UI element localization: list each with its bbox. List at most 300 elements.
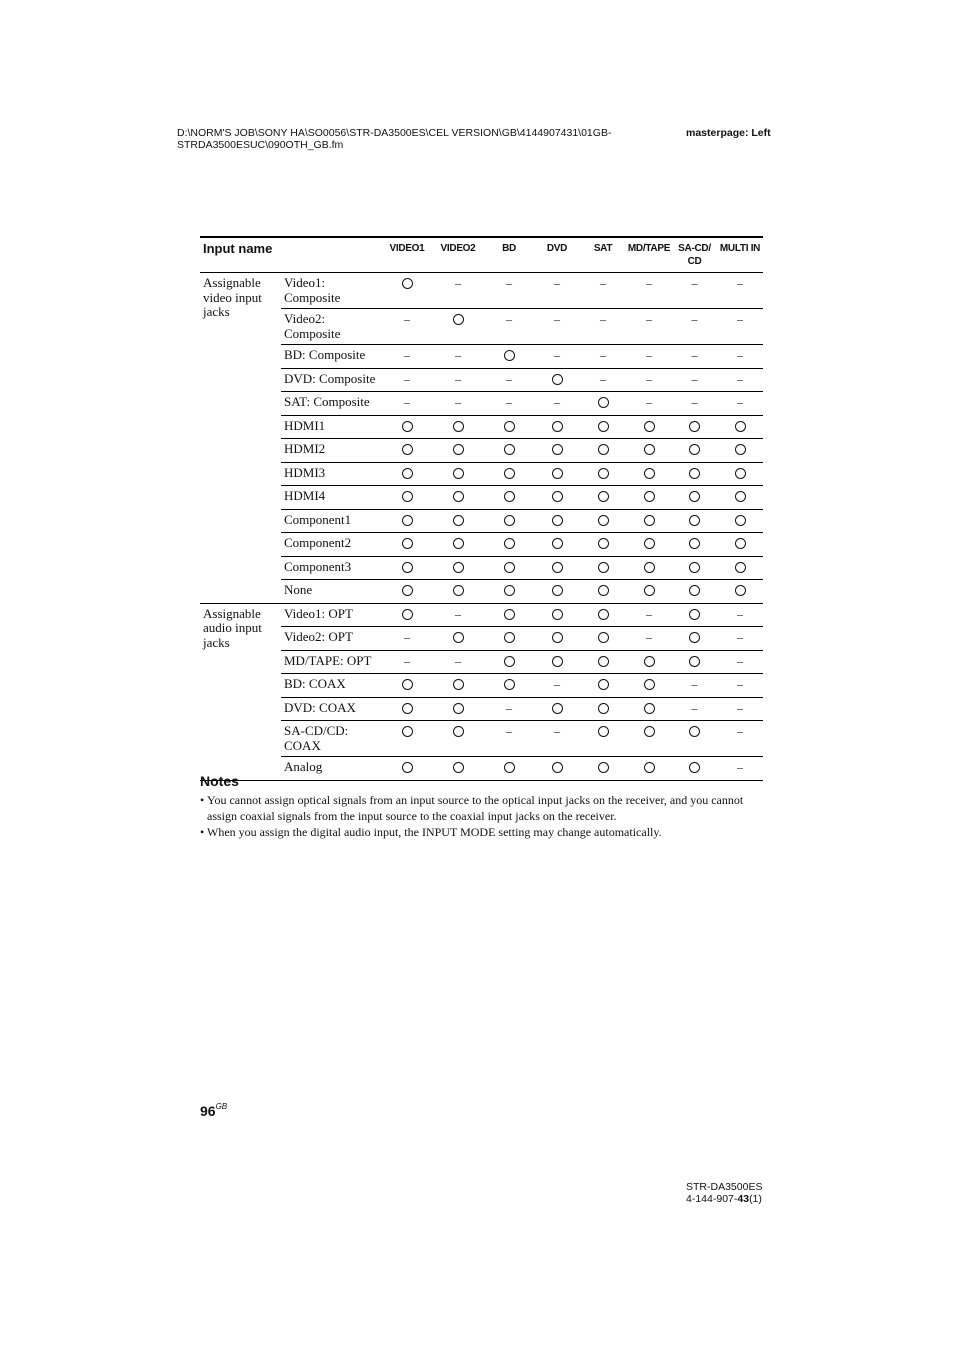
file-path-header <box>177 127 657 151</box>
cell-multi-in <box>717 627 763 651</box>
input-name-cell: DVD: COAX <box>281 697 382 721</box>
cell-sat <box>580 674 626 698</box>
circle-icon <box>552 762 563 773</box>
cell-video2 <box>432 462 484 486</box>
cell-sa-cd <box>672 368 717 392</box>
circle-icon <box>402 609 413 620</box>
dash-icon: – <box>691 700 698 715</box>
cell-bd <box>484 509 534 533</box>
dash-icon: – <box>691 395 698 409</box>
circle-icon <box>402 468 413 479</box>
cell-dvd <box>534 697 580 721</box>
circle-icon <box>552 562 563 573</box>
cell-multi-in <box>717 415 763 439</box>
note-item <box>200 792 770 824</box>
cell-video1 <box>382 603 432 627</box>
table-row <box>200 697 763 721</box>
input-name-cell: Component3 <box>281 556 382 580</box>
dash-icon: – <box>455 606 461 621</box>
cell-sat <box>580 627 626 651</box>
cell-dvd <box>534 368 580 392</box>
dash-icon: – <box>600 312 606 326</box>
cell-sa-cd <box>672 309 717 345</box>
circle-icon <box>504 762 515 773</box>
table-row <box>200 462 763 486</box>
circle-icon <box>402 278 413 289</box>
cell-bd <box>484 309 534 345</box>
cell-video1 <box>382 509 432 533</box>
table-row <box>200 273 763 309</box>
cell-sat <box>580 273 626 309</box>
cell-bd <box>484 721 534 757</box>
cell-video1 <box>382 580 432 604</box>
cell-bd <box>484 439 534 463</box>
dash-icon: – <box>737 395 743 409</box>
cell-video1 <box>382 533 432 557</box>
input-name-cell: MD/TAPE: OPT <box>281 650 382 674</box>
table-row <box>200 509 763 533</box>
circle-icon <box>402 562 413 573</box>
circle-icon <box>644 468 655 479</box>
circle-icon <box>552 538 563 549</box>
circle-icon <box>504 656 515 667</box>
dash-icon: – <box>554 724 560 738</box>
cell-video2 <box>432 392 484 416</box>
circle-icon <box>689 421 700 432</box>
dash-icon: – <box>404 371 410 386</box>
cell-sa-cd <box>672 721 717 757</box>
circle-icon <box>504 632 515 643</box>
circle-icon <box>453 515 464 526</box>
page-number-suffix: GB <box>215 1102 228 1111</box>
table-row <box>200 392 763 416</box>
dash-icon: – <box>554 348 560 362</box>
cell-md-tape <box>626 486 672 510</box>
masterpage-label: masterpage: Left <box>686 127 771 139</box>
group-label: Assignable video input jacks <box>200 273 281 604</box>
input-name-cell: HDMI3 <box>281 462 382 486</box>
dash-icon: – <box>404 312 410 326</box>
cell-multi-in <box>717 462 763 486</box>
cell-multi-in <box>717 392 763 416</box>
circle-icon <box>689 538 700 549</box>
table-row <box>200 368 763 392</box>
circle-icon <box>453 585 464 596</box>
circle-icon <box>453 468 464 479</box>
cell-video1 <box>382 273 432 309</box>
cell-md-tape <box>626 627 672 651</box>
cell-multi-in <box>717 368 763 392</box>
cell-dvd <box>534 556 580 580</box>
footer-code-prefix: 4-144-907- <box>686 1193 738 1205</box>
cell-sat <box>580 580 626 604</box>
cell-sa-cd <box>672 580 717 604</box>
circle-icon <box>504 515 515 526</box>
cell-dvd <box>534 674 580 698</box>
cell-md-tape <box>626 345 672 369</box>
footer-model-info <box>686 1181 762 1205</box>
cell-video2 <box>432 309 484 345</box>
bullet-icon: • <box>200 793 205 807</box>
cell-video2 <box>432 533 484 557</box>
cell-bd <box>484 368 534 392</box>
dash-icon: – <box>691 312 698 326</box>
footer-model: STR-DA3500ES <box>686 1181 763 1193</box>
circle-icon <box>735 538 746 549</box>
header-sa-cd: SA-CD/ CD <box>672 237 717 273</box>
cell-sat <box>580 368 626 392</box>
dash-icon: – <box>691 276 698 290</box>
circle-icon <box>552 585 563 596</box>
cell-video1 <box>382 415 432 439</box>
table-row <box>200 309 763 345</box>
circle-icon <box>598 656 609 667</box>
cell-md-tape <box>626 697 672 721</box>
input-name-cell: HDMI4 <box>281 486 382 510</box>
notes-heading: Notes <box>200 773 239 789</box>
input-name-cell: BD: COAX <box>281 674 382 698</box>
circle-icon <box>644 562 655 573</box>
circle-icon <box>598 491 609 502</box>
cell-dvd <box>534 509 580 533</box>
circle-icon <box>552 468 563 479</box>
header-sat: SAT <box>580 237 626 273</box>
circle-icon <box>402 762 413 773</box>
dash-icon: – <box>737 760 743 774</box>
cell-bd <box>484 757 534 781</box>
cell-sa-cd <box>672 392 717 416</box>
cell-video1 <box>382 486 432 510</box>
cell-multi-in <box>717 580 763 604</box>
circle-icon <box>504 679 515 690</box>
cell-md-tape <box>626 580 672 604</box>
circle-icon <box>598 762 609 773</box>
cell-multi-in <box>717 721 763 757</box>
dash-icon: – <box>646 630 652 644</box>
circle-icon <box>453 726 464 737</box>
cell-video2 <box>432 486 484 510</box>
circle-icon <box>453 491 464 502</box>
cell-sat <box>580 533 626 557</box>
dash-icon: – <box>646 395 652 409</box>
circle-icon <box>402 726 413 737</box>
circle-icon <box>453 632 464 643</box>
circle-icon <box>402 515 413 526</box>
table-row <box>200 415 763 439</box>
input-name-cell: Component1 <box>281 509 382 533</box>
cell-sa-cd <box>672 439 717 463</box>
cell-multi-in <box>717 603 763 627</box>
circle-icon <box>402 538 413 549</box>
cell-md-tape <box>626 603 672 627</box>
cell-dvd <box>534 439 580 463</box>
cell-sa-cd <box>672 533 717 557</box>
cell-dvd <box>534 462 580 486</box>
table-row <box>200 486 763 510</box>
cell-md-tape <box>626 533 672 557</box>
cell-video1 <box>382 462 432 486</box>
table-row <box>200 533 763 557</box>
cell-bd <box>484 415 534 439</box>
circle-icon <box>552 421 563 432</box>
dash-icon: – <box>600 371 606 386</box>
cell-bd <box>484 627 534 651</box>
cell-sat <box>580 439 626 463</box>
dash-icon: – <box>404 653 410 668</box>
circle-icon <box>402 679 413 690</box>
table-row <box>200 674 763 698</box>
cell-dvd <box>534 650 580 674</box>
circle-icon <box>453 679 464 690</box>
circle-icon <box>735 585 746 596</box>
circle-icon <box>689 726 700 737</box>
cell-md-tape <box>626 721 672 757</box>
circle-icon <box>735 444 746 455</box>
circle-icon <box>735 491 746 502</box>
cell-bd <box>484 697 534 721</box>
notes-list <box>200 792 770 840</box>
input-name-cell: Video1: Composite <box>281 273 382 309</box>
cell-sa-cd <box>672 556 717 580</box>
circle-icon <box>644 585 655 596</box>
circle-icon <box>735 562 746 573</box>
cell-sa-cd <box>672 486 717 510</box>
cell-video2 <box>432 721 484 757</box>
cell-video1 <box>382 345 432 369</box>
cell-bd <box>484 462 534 486</box>
dash-icon: – <box>600 348 606 362</box>
circle-icon <box>689 762 700 773</box>
bullet-icon: • <box>200 825 205 839</box>
circle-icon <box>504 538 515 549</box>
circle-icon <box>598 397 609 408</box>
dash-icon: – <box>506 371 512 386</box>
cell-bd <box>484 556 534 580</box>
circle-icon <box>689 562 700 573</box>
table-row <box>200 757 763 781</box>
circle-icon <box>598 726 609 737</box>
table-row <box>200 603 763 627</box>
header-video1: VIDEO1 <box>382 237 432 273</box>
circle-icon <box>598 585 609 596</box>
cell-multi-in <box>717 533 763 557</box>
cell-sat <box>580 721 626 757</box>
dash-icon: – <box>646 606 652 621</box>
cell-multi-in <box>717 486 763 510</box>
input-name-cell: DVD: Composite <box>281 368 382 392</box>
cell-dvd <box>534 757 580 781</box>
cell-video1 <box>382 721 432 757</box>
table-row <box>200 721 763 757</box>
cell-dvd <box>534 580 580 604</box>
circle-icon <box>689 468 700 479</box>
cell-sa-cd <box>672 462 717 486</box>
circle-icon <box>402 585 413 596</box>
header-dvd: DVD <box>534 237 580 273</box>
circle-icon <box>552 656 563 667</box>
cell-multi-in <box>717 674 763 698</box>
cell-video2 <box>432 627 484 651</box>
cell-bd <box>484 533 534 557</box>
dash-icon: – <box>737 371 743 386</box>
circle-icon <box>504 421 515 432</box>
cell-video2 <box>432 674 484 698</box>
table-row <box>200 580 763 604</box>
cell-md-tape <box>626 273 672 309</box>
dash-icon: – <box>691 677 698 691</box>
cell-video2 <box>432 509 484 533</box>
cell-video1 <box>382 368 432 392</box>
cell-md-tape <box>626 309 672 345</box>
circle-icon <box>735 515 746 526</box>
cell-sat <box>580 462 626 486</box>
dash-icon: – <box>737 653 743 668</box>
cell-dvd <box>534 603 580 627</box>
table-header-row <box>200 237 763 273</box>
dash-icon: – <box>646 348 652 362</box>
circle-icon <box>598 444 609 455</box>
cell-sat <box>580 757 626 781</box>
circle-icon <box>735 468 746 479</box>
dash-icon: – <box>646 312 652 326</box>
circle-icon <box>504 609 515 620</box>
circle-icon <box>644 515 655 526</box>
cell-dvd <box>534 486 580 510</box>
cell-bd <box>484 486 534 510</box>
cell-dvd <box>534 627 580 651</box>
cell-sa-cd <box>672 345 717 369</box>
circle-icon <box>552 703 563 714</box>
circle-icon <box>552 609 563 620</box>
dash-icon: – <box>554 677 560 691</box>
circle-icon <box>504 468 515 479</box>
input-assignment-table <box>200 236 763 781</box>
cell-video2 <box>432 415 484 439</box>
circle-icon <box>504 444 515 455</box>
file-path-line-1: D:\NORM'S JOB\SONY HA\SO0056\STR-DA3500ES\CEL VERSION\GB\4144907431\01GB- <box>177 127 612 139</box>
circle-icon <box>598 515 609 526</box>
circle-icon <box>504 491 515 502</box>
circle-icon <box>598 468 609 479</box>
cell-multi-in <box>717 757 763 781</box>
circle-icon <box>504 585 515 596</box>
circle-icon <box>598 632 609 643</box>
circle-icon <box>689 585 700 596</box>
dash-icon: – <box>737 677 743 691</box>
dash-icon: – <box>554 276 560 290</box>
cell-md-tape <box>626 415 672 439</box>
circle-icon <box>644 421 655 432</box>
circle-icon <box>689 491 700 502</box>
circle-icon <box>552 374 563 385</box>
cell-video1 <box>382 650 432 674</box>
cell-video2 <box>432 345 484 369</box>
circle-icon <box>735 421 746 432</box>
cell-bd <box>484 273 534 309</box>
dash-icon: – <box>455 653 461 668</box>
cell-sa-cd <box>672 509 717 533</box>
cell-sa-cd <box>672 757 717 781</box>
cell-dvd <box>534 392 580 416</box>
header-multi-in: MULTI IN <box>717 237 763 273</box>
circle-icon <box>453 314 464 325</box>
circle-icon <box>453 444 464 455</box>
cell-video1 <box>382 439 432 463</box>
cell-multi-in <box>717 697 763 721</box>
cell-video2 <box>432 757 484 781</box>
circle-icon <box>644 444 655 455</box>
cell-bd <box>484 674 534 698</box>
cell-video2 <box>432 580 484 604</box>
circle-icon <box>689 632 700 643</box>
circle-icon <box>453 562 464 573</box>
cell-md-tape <box>626 368 672 392</box>
footer-code <box>686 1193 762 1205</box>
cell-video1 <box>382 392 432 416</box>
cell-sat <box>580 697 626 721</box>
dash-icon: – <box>646 276 652 290</box>
cell-dvd <box>534 415 580 439</box>
input-name-cell: SA-CD/CD: COAX <box>281 721 382 757</box>
group-label: Assignable audio input jacks <box>200 603 281 780</box>
dash-icon: – <box>404 395 410 409</box>
circle-icon <box>453 538 464 549</box>
cell-multi-in <box>717 345 763 369</box>
dash-icon: – <box>737 606 743 621</box>
circle-icon <box>689 444 700 455</box>
cell-video2 <box>432 650 484 674</box>
cell-sa-cd <box>672 627 717 651</box>
dash-icon: – <box>737 630 743 644</box>
circle-icon <box>644 726 655 737</box>
circle-icon <box>402 444 413 455</box>
cell-video1 <box>382 627 432 651</box>
cell-sat <box>580 650 626 674</box>
cell-sat <box>580 509 626 533</box>
dash-icon: – <box>600 276 606 290</box>
cell-video1 <box>382 309 432 345</box>
circle-icon <box>504 350 515 361</box>
input-name-cell: SAT: Composite <box>281 392 382 416</box>
circle-icon <box>689 656 700 667</box>
cell-md-tape <box>626 650 672 674</box>
table-row <box>200 345 763 369</box>
cell-sat <box>580 603 626 627</box>
cell-bd <box>484 603 534 627</box>
cell-multi-in <box>717 309 763 345</box>
dash-icon: – <box>737 312 743 326</box>
cell-multi-in <box>717 273 763 309</box>
cell-multi-in <box>717 650 763 674</box>
dash-icon: – <box>455 395 461 409</box>
input-name-cell: Video1: OPT <box>281 603 382 627</box>
dash-icon: – <box>506 700 512 715</box>
circle-icon <box>644 656 655 667</box>
dash-icon: – <box>404 630 410 644</box>
cell-md-tape <box>626 462 672 486</box>
circle-icon <box>644 491 655 502</box>
dash-icon: – <box>691 348 698 362</box>
cell-sat <box>580 415 626 439</box>
cell-md-tape <box>626 439 672 463</box>
cell-dvd <box>534 533 580 557</box>
circle-icon <box>644 538 655 549</box>
input-name-cell: HDMI2 <box>281 439 382 463</box>
dash-icon: – <box>455 371 461 386</box>
input-name-cell: HDMI1 <box>281 415 382 439</box>
circle-icon <box>453 421 464 432</box>
note-text: When you assign the digital audio input, the INPUT MODE setting may change automatically. <box>207 825 662 839</box>
